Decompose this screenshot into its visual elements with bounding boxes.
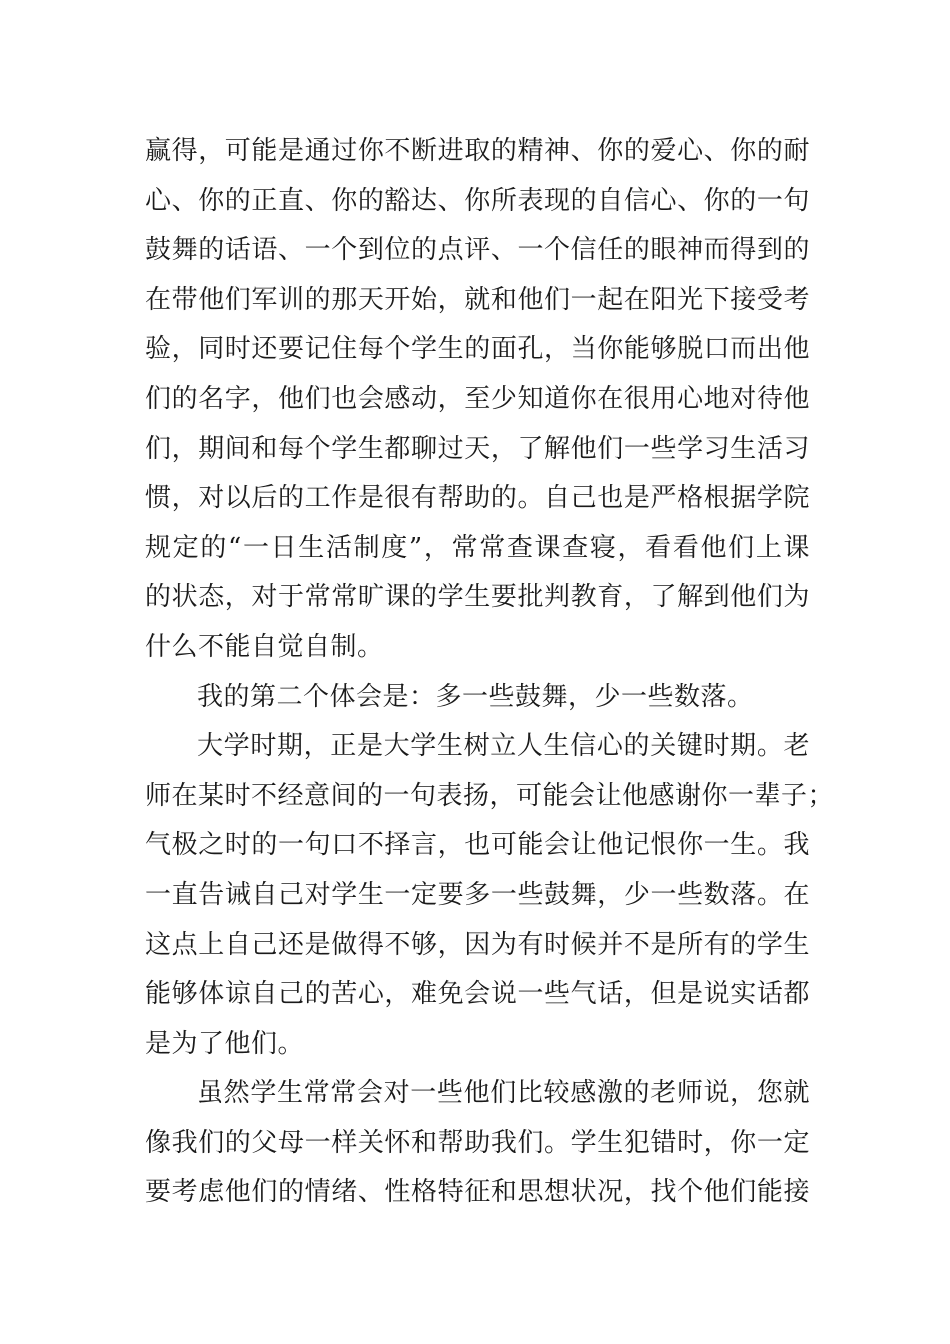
text-line: 规定的“一日生活制度”，常常查课查寝，看看他们上课 bbox=[145, 532, 810, 563]
text-line: 虽然学生常常会对一些他们比较感激的老师说，您就 bbox=[197, 1078, 810, 1109]
text-line: 的状态，对于常常旷课的学生要批判教育，了解到他们为 bbox=[145, 582, 810, 613]
text-line: 像我们的父母一样关怀和帮助我们。学生犯错时，你一定 bbox=[145, 1127, 810, 1158]
text-line: 这点上自己还是做得不够，因为有时候并不是所有的学生 bbox=[145, 929, 810, 960]
text-line: 一直告诫自己对学生一定要多一些鼓舞，少一些数落。在 bbox=[145, 879, 810, 910]
text-line: 气极之时的一句口不择言，也可能会让他记恨你一生。我 bbox=[145, 830, 810, 861]
text-line: 是为了他们。 bbox=[145, 1028, 305, 1059]
text-line: 验，同时还要记住每个学生的面孔，当你能够脱口而出他 bbox=[145, 334, 810, 365]
text-line: 们，期间和每个学生都聊过天，了解他们一些学习生活习 bbox=[145, 433, 810, 464]
text-line: 心、你的正直、你的豁达、你所表现的自信心、你的一句 bbox=[145, 185, 810, 216]
paragraph-heading: 我的第二个体会是：多一些鼓舞，少一些数落。 bbox=[197, 681, 754, 712]
text-line: 大学时期，正是大学生树立人生信心的关键时期。老 bbox=[197, 731, 810, 762]
text-line: 惯，对以后的工作是很有帮助的。自己也是严格根据学院 bbox=[145, 483, 810, 514]
text-line: 们的名字，他们也会感动，至少知道你在很用心地对待他 bbox=[145, 383, 810, 414]
text-line: 鼓舞的话语、一个到位的点评、一个信任的眼神而得到的 bbox=[145, 235, 810, 266]
text-line: 在带他们军训的那天开始，就和他们一起在阳光下接受考 bbox=[145, 284, 810, 315]
text-line: 要考虑他们的情绪、性格特征和思想状况，找个他们能接 bbox=[145, 1177, 810, 1208]
text-line: 赢得，可能是通过你不断进取的精神、你的爱心、你的耐 bbox=[145, 136, 810, 166]
text-line: 能够体谅自己的苦心，难免会说一些气话，但是说实话都 bbox=[145, 979, 810, 1010]
document-body bbox=[145, 127, 835, 1218]
text-line: 什么不能自觉自制。 bbox=[145, 631, 384, 662]
text-line: 师在某时不经意间的一句表扬，可能会让他感谢你一辈子； bbox=[145, 780, 835, 811]
